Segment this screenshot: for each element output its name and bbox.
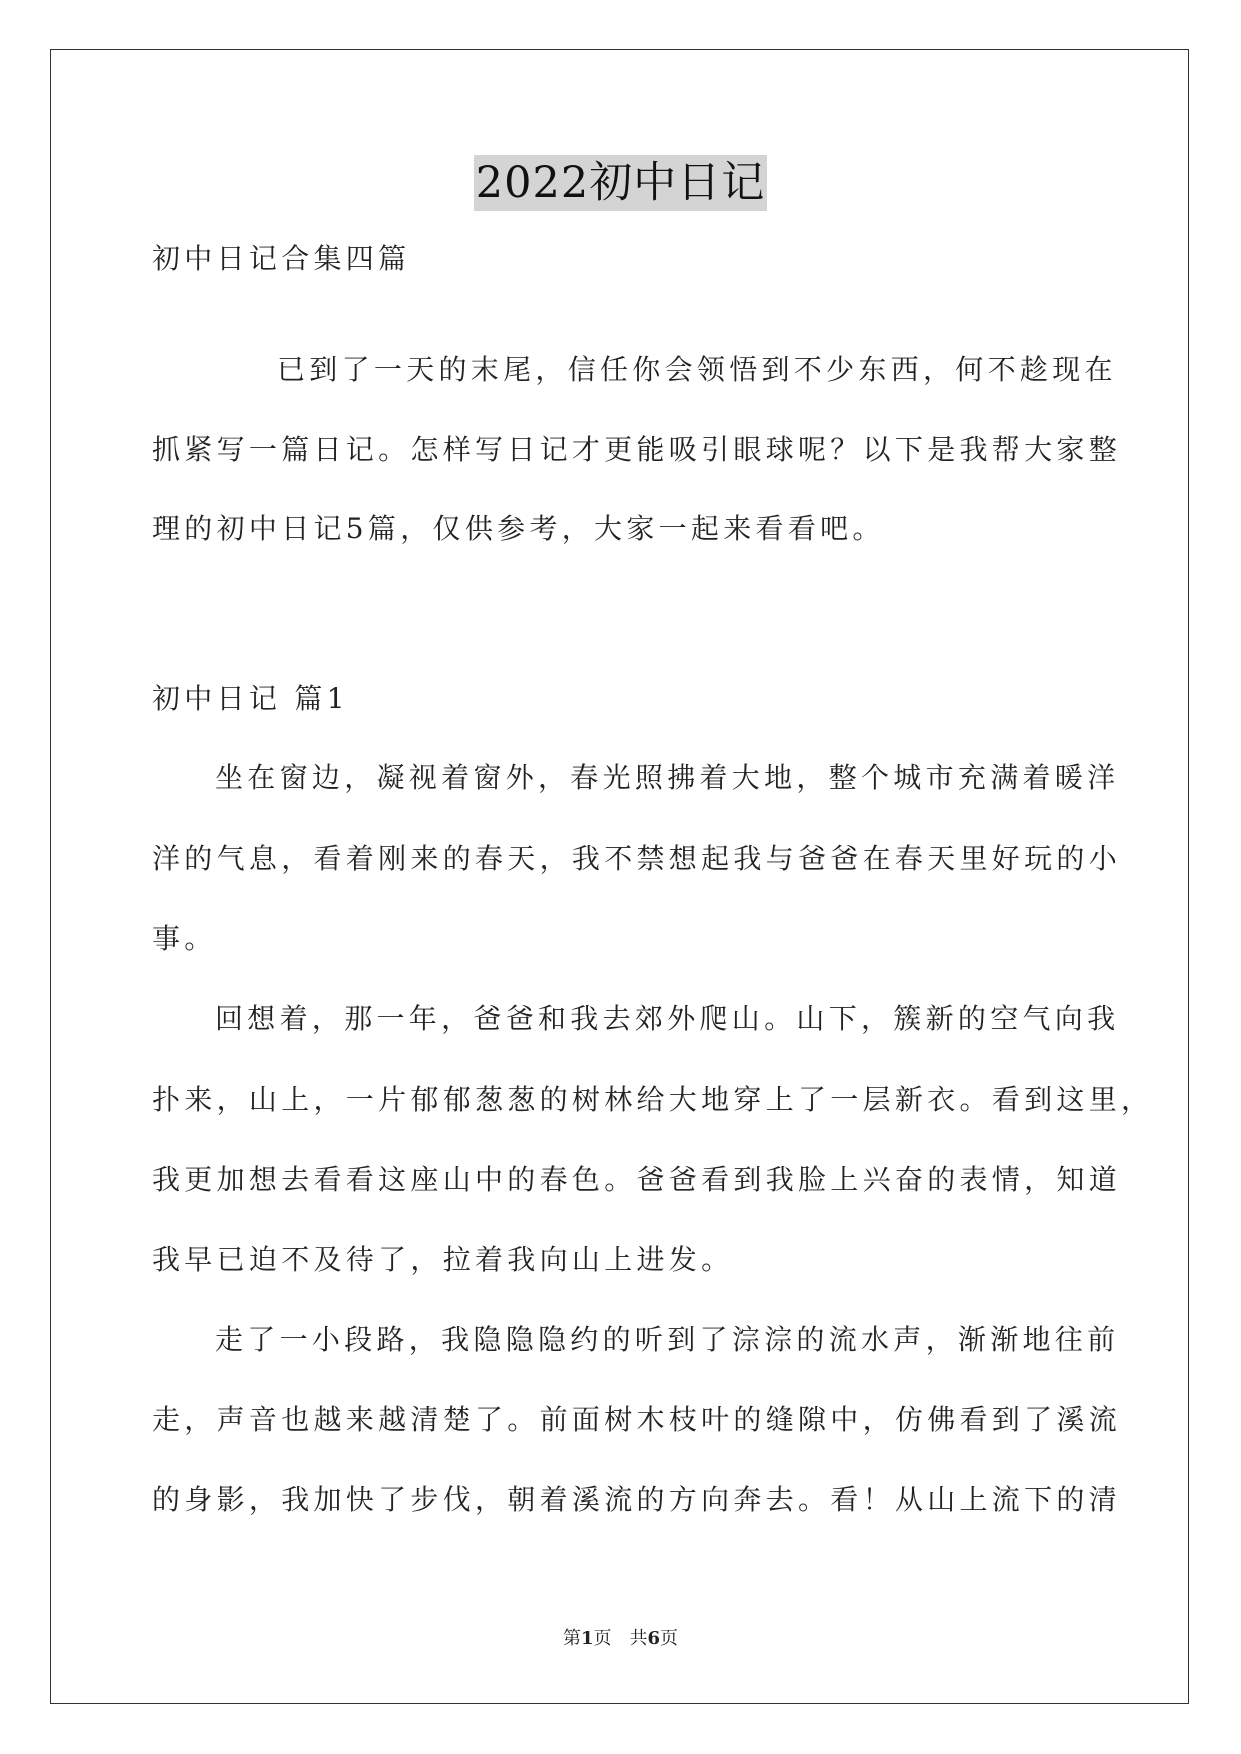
body-line-2: 洋的气息，看着刚来的春天，我不禁想起我与爸爸在春天里好玩的小 — [152, 842, 1122, 875]
body-line-9: 走，声音也越来越清楚了。前面树木枝叶的缝隙中，仿佛看到了溪流 — [152, 1403, 1122, 1436]
document-subtitle: 初中日记合集四篇 — [152, 242, 411, 275]
body-line-7: 我早已迫不及待了，拉着我向山上进发。 — [152, 1243, 734, 1276]
title-container — [0, 155, 1241, 211]
section-heading: 初中日记 篇1 — [152, 682, 349, 715]
footer-page-current: 1 — [580, 1628, 594, 1649]
body-line-10: 的身影，我加快了步伐，朝着溪流的方向奔去。看！从山上流下的清 — [152, 1483, 1122, 1516]
body-line-1: 坐在窗边，凝视着窗外，春光照拂着大地，整个城市充满着暖洋 — [215, 761, 1120, 794]
body-line-5: 扑来，山上，一片郁郁葱葱的树林给大地穿上了一层新衣。看到这里， — [152, 1083, 1154, 1116]
document-title: 2022初中日记 — [474, 155, 767, 211]
footer-total-suffix: 页 — [660, 1628, 679, 1649]
body-line-4: 回想着，那一年，爸爸和我去郊外爬山。山下，簇新的空气向我 — [215, 1002, 1120, 1035]
intro-line-3: 理的初中日记5篇，仅供参考，大家一起来看看吧。 — [152, 512, 885, 545]
footer-total-prefix: 共 — [629, 1628, 648, 1649]
footer-page-suffix: 页 — [593, 1628, 612, 1649]
body-line-3: 事。 — [152, 922, 217, 955]
page-footer — [0, 1627, 1241, 1651]
intro-line-2: 抓紧写一篇日记。怎样写日记才更能吸引眼球呢？以下是我帮大家整 — [152, 433, 1122, 466]
intro-line-1: 已到了一天的末尾，信任你会领悟到不少东西，何不趁现在 — [277, 353, 1117, 386]
body-line-6: 我更加想去看看这座山中的春色。爸爸看到我脸上兴奋的表情，知道 — [152, 1163, 1122, 1196]
body-line-8: 走了一小段路，我隐隐隐约的听到了淙淙的流水声，渐渐地往前 — [215, 1323, 1120, 1356]
footer-page-prefix: 第 — [562, 1628, 581, 1649]
footer-page-total: 6 — [647, 1628, 661, 1649]
